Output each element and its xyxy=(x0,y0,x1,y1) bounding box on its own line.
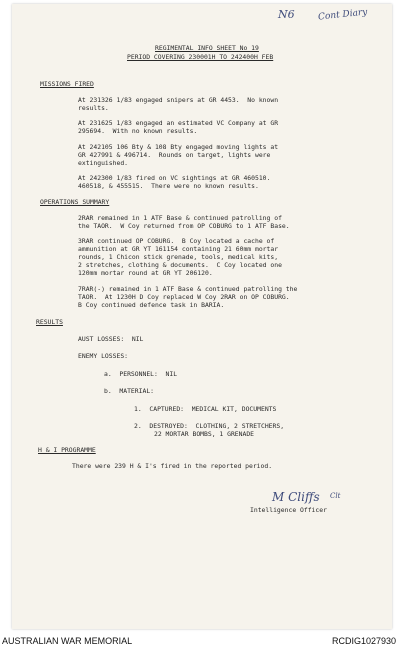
signature-initials: Clt xyxy=(330,492,341,500)
missions-heading: MISSIONS FIRED xyxy=(40,80,94,88)
operations-line: 7RAR(-) remained in 1 ATF Base & continued patrolling the xyxy=(78,285,298,293)
hi-programme-heading: H & I PROGRAMME xyxy=(38,446,96,454)
results-heading: RESULTS xyxy=(36,318,63,326)
mission-line: 295694. With no known results. xyxy=(78,127,198,135)
mission-line: At 231625 1/83 engaged an estimated VC Company at GR xyxy=(78,119,279,127)
operations-line: 2RAR remained in 1 ATF Base & continued patrolling of xyxy=(78,214,282,222)
sheet-period: PERIOD COVERING 230001H TO 242400H FEB xyxy=(127,53,274,61)
operations-line: B Coy continued defence task in BARIA. xyxy=(78,301,225,309)
handwritten-note-n6: N6 xyxy=(278,8,295,21)
operations-line: ammunition at GR YT 161154 containing 21 60mm mortar xyxy=(78,245,279,253)
destroyed-items: 2. DESTROYED: CLOTHING, 2 STRETCHERS, xyxy=(134,422,285,430)
operations-line: 2 stretches, clothing & documents. C Coy located one xyxy=(78,261,282,269)
handwritten-note-cont-diary: Cont Diary xyxy=(317,7,368,23)
mission-line: 460518, & 455515. There were no known results. xyxy=(78,182,259,190)
mission-line: results. xyxy=(78,104,109,112)
material-losses: b. MATERIAL: xyxy=(104,387,155,395)
operations-line: rounds, 1 Chicon stick grenade, tools, medical kits, xyxy=(78,253,279,261)
enemy-losses: ENEMY LOSSES: xyxy=(78,352,129,360)
operations-line: TAOR. At 1230H D Coy replaced W Coy 2RAR on OP COBURG. xyxy=(78,293,290,301)
mission-line: At 242105 106 Bty & 108 Bty engaged moving lights at xyxy=(78,143,279,151)
sheet-title: REGIMENTAL INFO SHEET No 19 xyxy=(155,44,259,52)
signoff-title: Intelligence Officer xyxy=(250,506,327,514)
personnel-losses: a. PERSONNEL: NIL xyxy=(104,370,178,378)
mission-line: extinguished. xyxy=(78,159,129,167)
destroyed-items: 22 MORTAR BOMBS, 1 GRENADE xyxy=(154,430,255,438)
hi-programme-text: There were 239 H & I's fired in the reported period. xyxy=(72,462,273,470)
mission-line: At 231326 1/83 engaged snipers at GR 4453. No known xyxy=(78,96,279,104)
footer-record-id: RCDIG1027930 xyxy=(331,636,396,646)
mission-line: At 242300 1/83 fired on VC sightings at GR 460510. xyxy=(78,174,271,182)
operations-line: 120mm mortar round at GR YT 206120. xyxy=(78,269,213,277)
aust-losses: AUST LOSSES: NIL xyxy=(78,335,144,343)
captured-items: 1. CAPTURED: MEDICAL KIT, DOCUMENTS xyxy=(134,405,277,413)
signature: M Cliffs xyxy=(272,490,320,504)
footer-archive-name: AUSTRALIAN WAR MEMORIAL xyxy=(2,636,133,646)
mission-line: GR 427991 & 496714. Rounds on target, lights were xyxy=(78,151,271,159)
operations-heading: OPERATIONS SUMMARY xyxy=(40,198,110,206)
operations-line: the TAOR. W Coy returned from OP COBURG to 1 ATF Base. xyxy=(78,222,290,230)
operations-line: 3RAR continued OP COBURG. B Coy located a cache of xyxy=(78,237,275,245)
